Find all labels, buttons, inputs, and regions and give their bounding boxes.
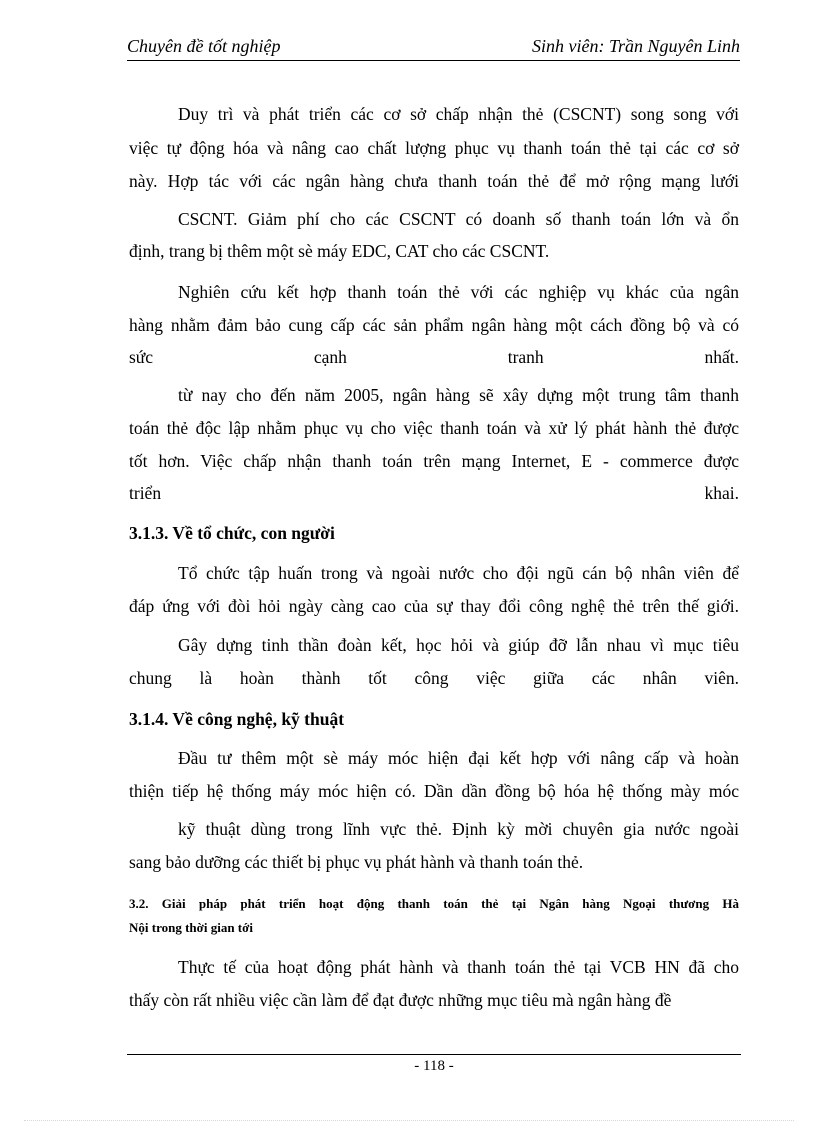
section-heading: 3.1.3. Về tổ chức, con người (129, 523, 335, 543)
body-line: hàng nhằm đảm bảo cung cấp các sản phẩm ngân hàng một cách đồng bộ và có (129, 315, 739, 335)
body-line: Tổ chức tập huấn trong và ngoài nước cho đội ngũ cán bộ nhân viên để (178, 563, 739, 583)
page-header (127, 36, 740, 61)
body-line: việc tự động hóa và nâng cao chất lượng phục vụ thanh toán thẻ tại các cơ sở (129, 138, 739, 158)
body-line: thiện tiếp hệ thống máy móc hiện có. Dần dần đồng bộ hóa hệ thống mày móc (129, 781, 739, 801)
header-title: Chuyên đề tốt nghiệp (127, 36, 281, 56)
section-heading: Nội trong thời gian tới (129, 920, 253, 935)
section-heading: 3.1.4. Về công nghệ, kỹ thuật (129, 709, 345, 729)
body-line: triển khai. (129, 483, 739, 503)
page-number: - 118 - (414, 1058, 454, 1074)
body-line: CSCNT. Giảm phí cho các CSCNT có doanh số thanh toán lớn và ổn (178, 209, 739, 229)
footer-divider (127, 1054, 741, 1055)
page-edge (24, 1120, 794, 1121)
body-line: Gây dựng tinh thần đoàn kết, học hỏi và giúp đỡ lẫn nhau vì mục tiêu (178, 635, 739, 655)
section-heading: 3.2. Giải pháp phát triển hoạt động thanh toán thẻ tại Ngân hàng Ngoại thương Hà (129, 896, 739, 911)
body-line: kỹ thuật dùng trong lĩnh vực thẻ. Định kỳ mời chuyên gia nước ngoài (178, 819, 739, 839)
header-author: Sinh viên: Trần Nguyên Linh (532, 36, 740, 56)
body-line: đáp ứng với đòi hỏi ngày càng cao của sự thay đổi công nghệ thẻ trên thế giới. (129, 596, 739, 616)
body-line: toán thẻ độc lập nhằm phục vụ cho việc thanh toán và xử lý phát hành thẻ được (129, 418, 739, 438)
body-line: Thực tế của hoạt động phát hành và thanh toán thẻ tại VCB HN đã cho (178, 957, 739, 977)
body-line: Duy trì và phát triển các cơ sở chấp nhận thẻ (CSCNT) song song với (178, 104, 739, 124)
body-line: Nghiên cứu kết hợp thanh toán thẻ với các nghiệp vụ khác của ngân (178, 282, 739, 302)
body-line: chung là hoàn thành tốt công việc giữa các nhân viên. (129, 668, 739, 688)
body-line: Đầu tư thêm một sè máy móc hiện đại kết hợp với nâng cấp và hoàn (178, 748, 739, 768)
body-line: tốt hơn. Việc chấp nhận thanh toán trên mạng Internet, E - commerce được (129, 451, 739, 471)
body-line: sức cạnh tranh nhất. (129, 347, 739, 367)
body-line: từ nay cho đến năm 2005, ngân hàng sẽ xây dựng một trung tâm thanh (178, 385, 739, 405)
body-line: thấy còn rất nhiều việc cần làm để đạt được những mục tiêu mà ngân hàng đề (129, 990, 672, 1010)
body-line: sang bảo dưỡng các thiết bị phục vụ phát hành và thanh toán thẻ. (129, 852, 584, 872)
body-line: định, trang bị thêm một sè máy EDC, CAT cho các CSCNT. (129, 241, 550, 261)
body-line: này. Hợp tác với các ngân hàng chưa thanh toán thẻ để mở rộng mạng lưới (129, 171, 739, 191)
